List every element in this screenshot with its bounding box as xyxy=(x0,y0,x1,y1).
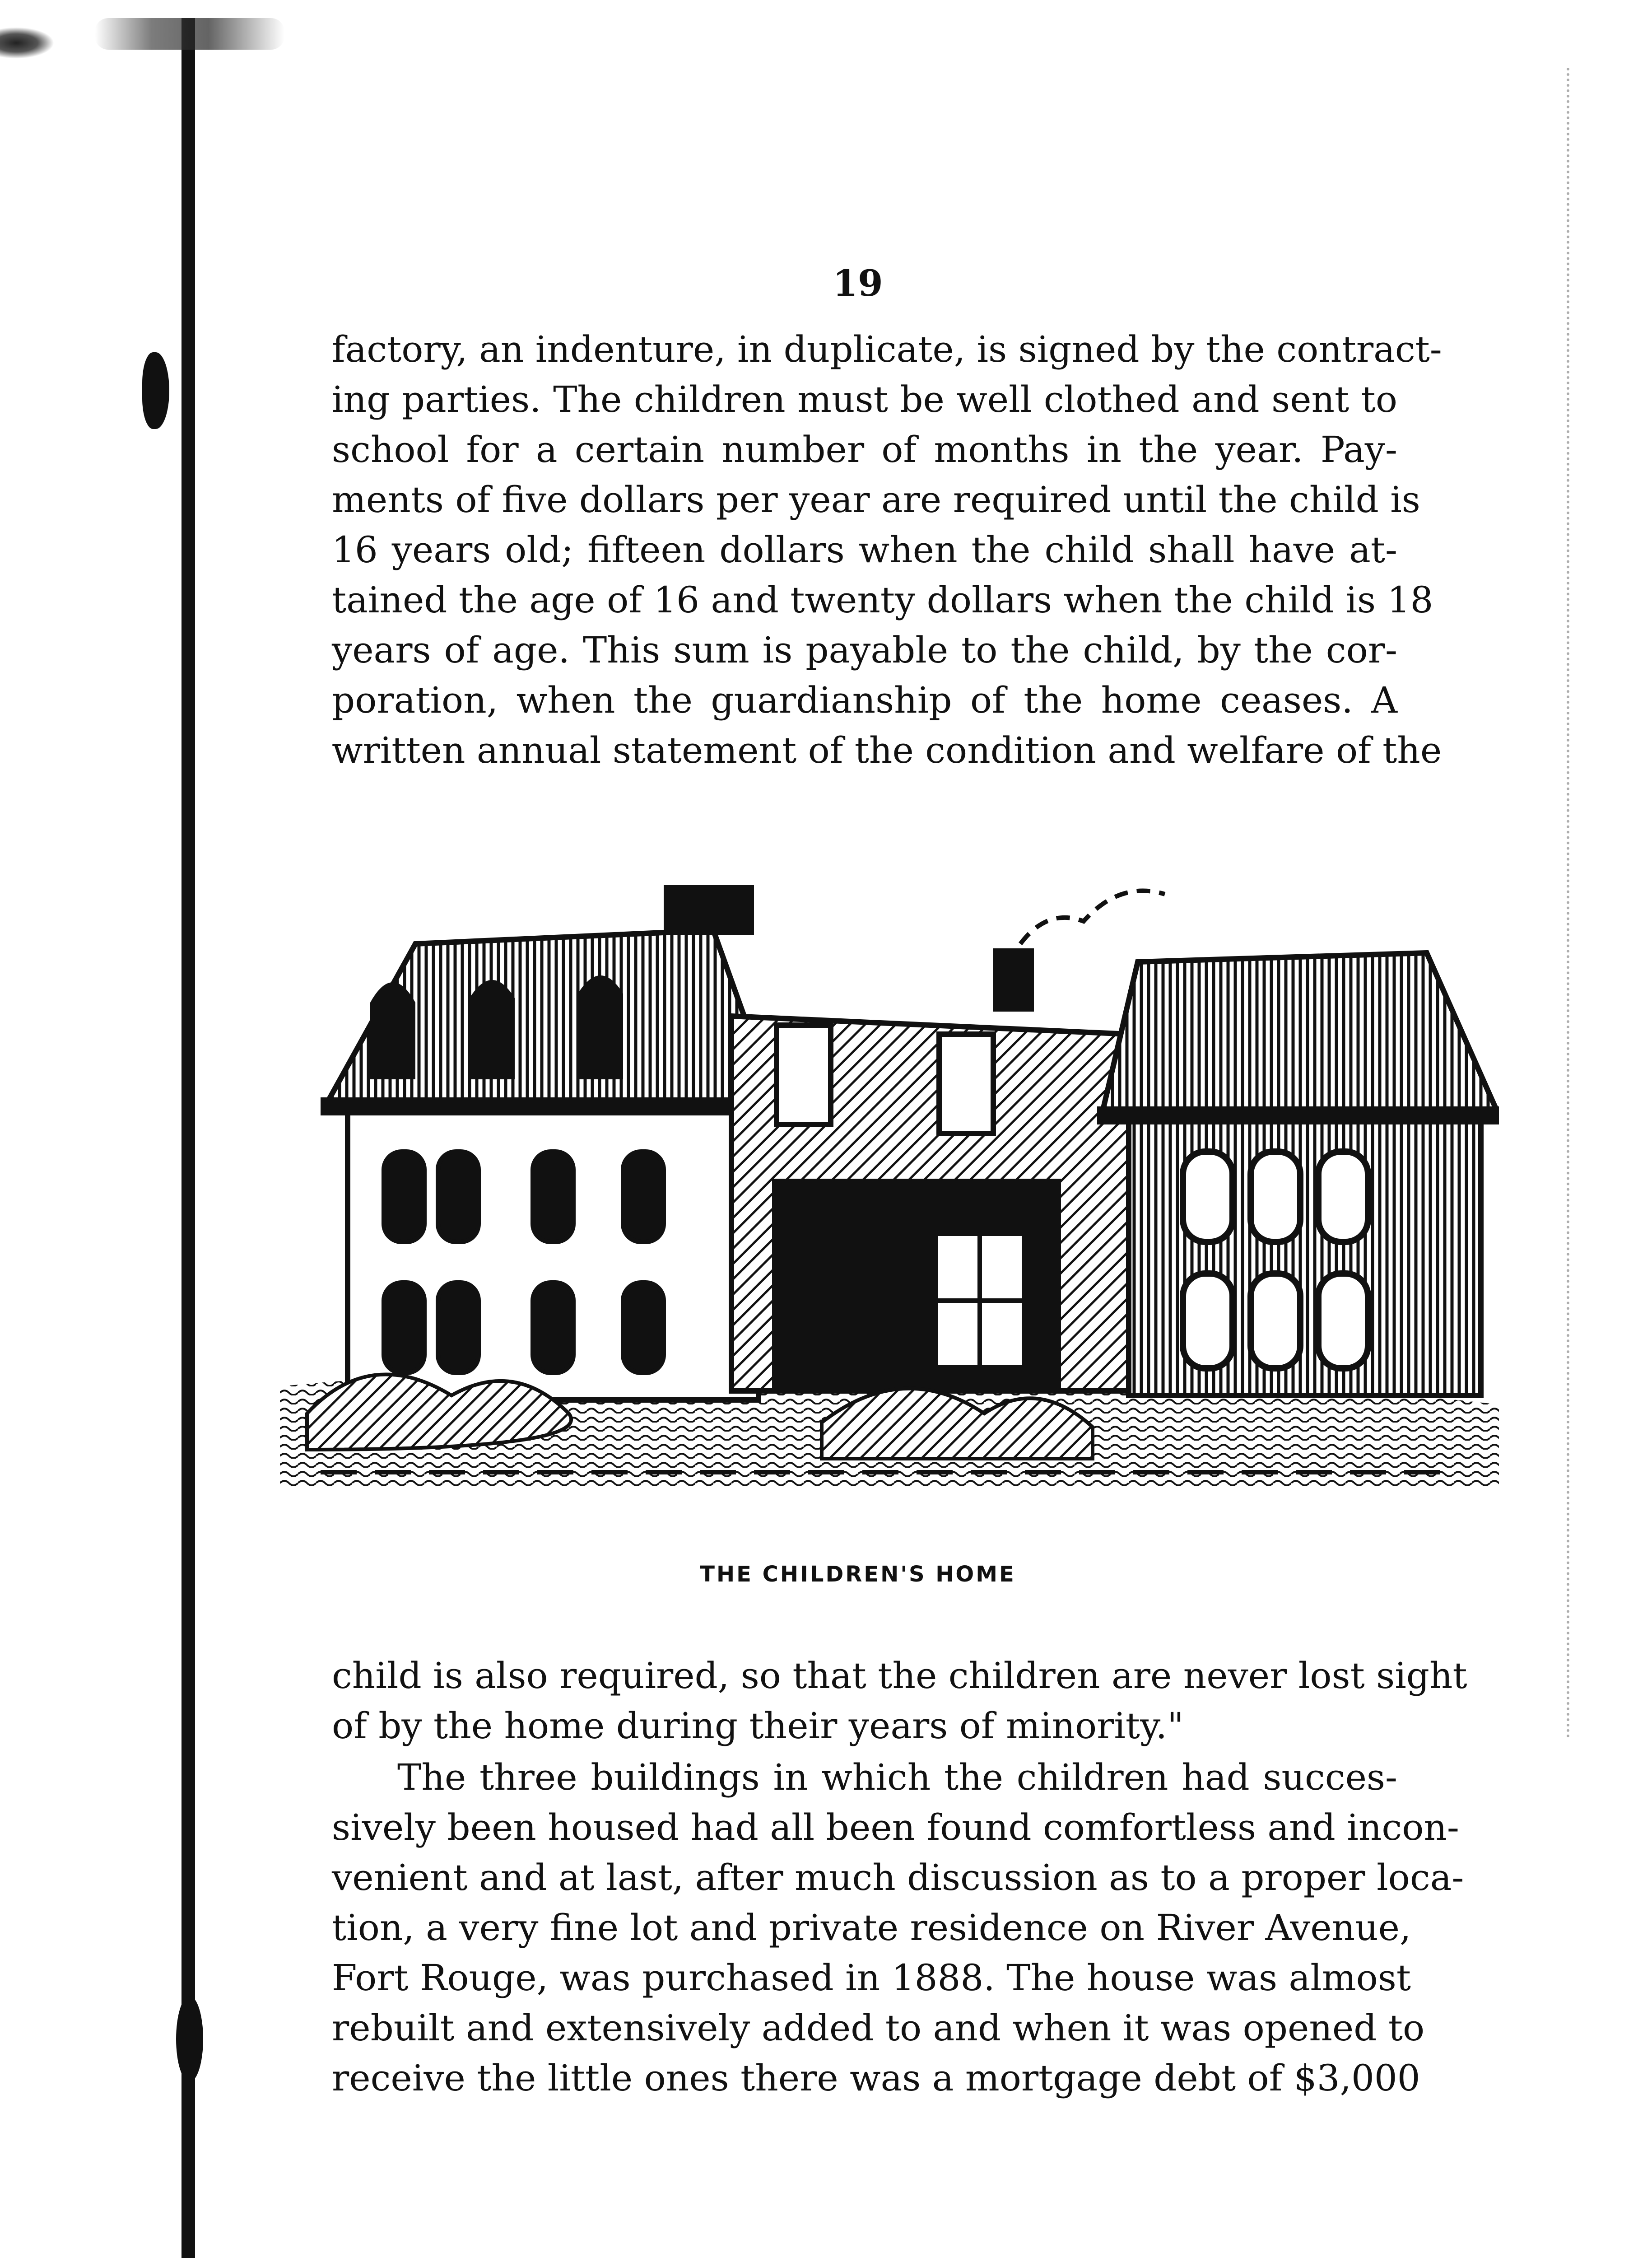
text-line: ments of five dollars per year are required until the child is xyxy=(332,479,1420,521)
illustration-caption: THE CHILDREN'S HOME xyxy=(700,1562,1016,1587)
chimney-smoke xyxy=(1020,891,1165,944)
text-line: receive the little ones there was a mortgage debt of $3,000 xyxy=(332,2057,1420,2099)
text-line: tion, a very fine lot and private residence on River Avenue, xyxy=(332,1907,1411,1949)
text-line: rebuilt and extensively added to and when it was opened to xyxy=(332,2007,1425,2049)
text-line: child is also required, so that the children are never lost sight xyxy=(332,1655,1467,1697)
text-line: written annual statement of the condition and welfare of the xyxy=(332,729,1442,771)
ink-blot xyxy=(142,352,169,429)
text-line: sively been housed had all been found comfortless and incon- xyxy=(332,1806,1459,1848)
scan-smudge xyxy=(0,27,54,59)
text-line: Fort Rouge, was purchased in 1888. The house was almost xyxy=(332,1957,1411,1999)
paragraph-1 xyxy=(332,324,1442,775)
binding-edge-rule xyxy=(181,18,195,2258)
text-line: 16 years old; fifteen dollars when the child shall have at- xyxy=(332,529,1397,571)
text-line: factory, an indenture, in duplicate, is signed by the contract- xyxy=(332,328,1442,370)
chimney xyxy=(993,948,1034,1012)
paragraph-3 xyxy=(332,1752,1464,2103)
chimney xyxy=(664,885,754,935)
scan-edge-dots xyxy=(1567,68,1574,1739)
scan-smear xyxy=(95,18,284,50)
text-line: The three buildings in which the children had succes- xyxy=(397,1756,1397,1798)
right-mansard-roof xyxy=(1102,953,1499,1115)
paragraph-2 xyxy=(332,1651,1467,1751)
text-line: school for a certain number of months in the year. Pay- xyxy=(332,429,1397,471)
childrens-home-illustration xyxy=(280,826,1499,1558)
ink-blot xyxy=(176,1996,203,2082)
text-line: tained the age of 16 and twenty dollars when the child is 18 xyxy=(332,579,1433,621)
text-line: ing parties. The children must be well clothed and sent to xyxy=(332,378,1397,420)
page-number: 19 xyxy=(833,262,883,304)
text-line: years of age. This sum is payable to the child, by the cor- xyxy=(332,629,1397,671)
text-line: poration, when the guardianship of the home ceases. A xyxy=(332,679,1397,721)
text-line: venient and at last, after much discussion as to a proper loca- xyxy=(332,1857,1464,1899)
text-line: of by the home during their years of minority." xyxy=(332,1705,1184,1747)
